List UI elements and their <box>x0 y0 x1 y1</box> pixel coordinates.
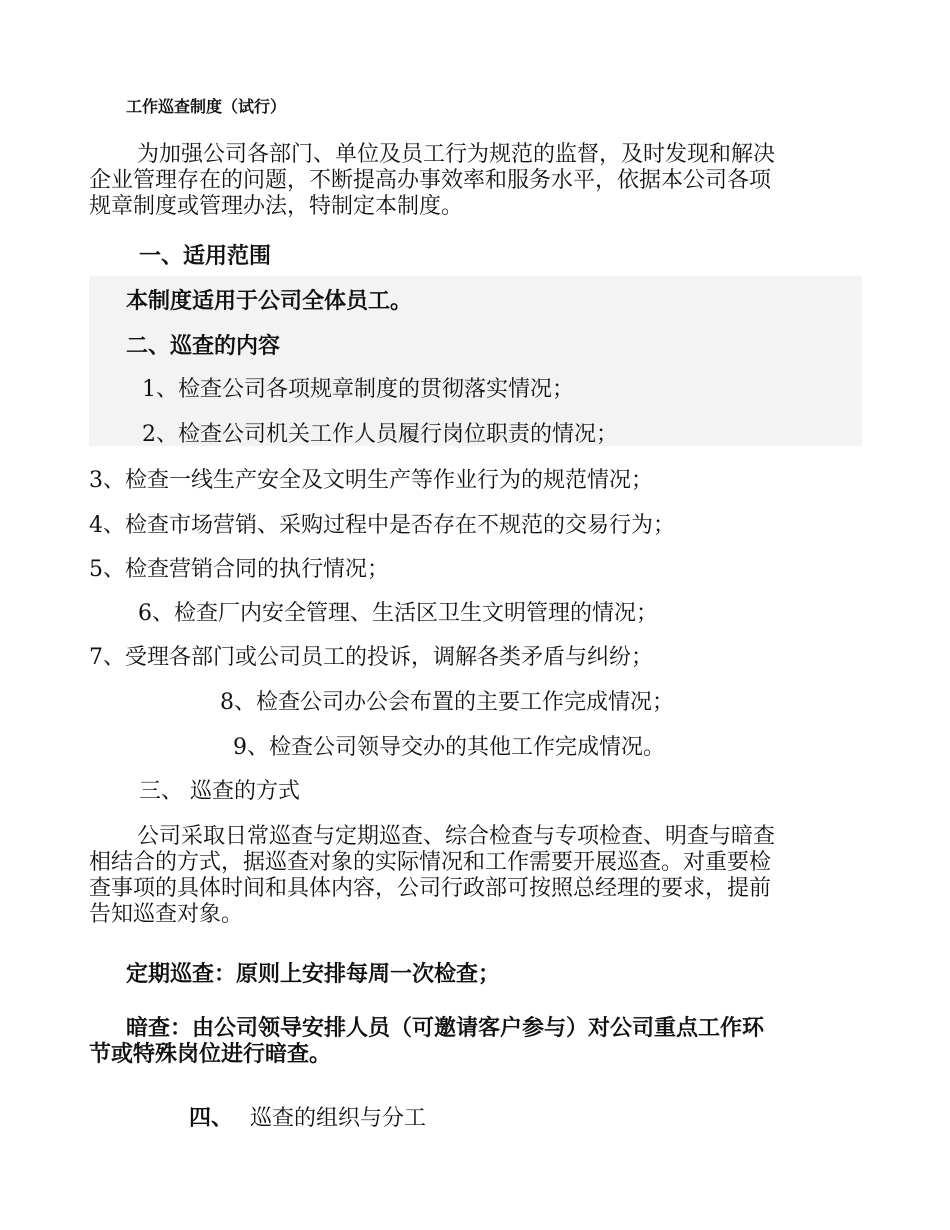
content-item: 6、检查厂内安全管理、生活区卫生文明管理的情况； <box>138 601 658 626</box>
content-item: 3、检查一线生产安全及文明生产等作业行为的规范情况； <box>89 468 653 493</box>
section2-heading: 二、巡查的内容 <box>126 334 281 359</box>
intro-line: 为加强公司各部门、单位及员工行为规范的监督，及时发现和解决 <box>137 142 776 167</box>
intro-line: 规章制度或管理办法，特制定本制度。 <box>89 194 464 219</box>
content-item: 4、检查市场营销、采购过程中是否存在不规范的交易行为； <box>89 513 675 538</box>
content-item: 2、检查公司机关工作人员履行岗位职责的情况； <box>142 422 618 447</box>
section3-heading: 三、 巡查的方式 <box>139 779 300 804</box>
content-item: 8、检查公司办公会布置的主要工作完成情况； <box>220 690 674 715</box>
intro-paragraph <box>89 142 861 220</box>
content-item: 1、检查公司各项规章制度的贯彻落实情况； <box>142 377 574 402</box>
intro-line: 企业管理存在的问题，不断提高办事效率和服务水平，依据本公司各项 <box>89 168 772 193</box>
content-item: 7、受理各部门或公司员工的投诉，调解各类矛盾与纠纷； <box>89 645 653 670</box>
method-line: 公司采取日常巡查与定期巡查、综合检查与专项检查、明查与暗查 <box>137 824 776 849</box>
method-line: 查事项的具体时间和具体内容，公司行政部可按照总经理的要求，提前 <box>89 876 772 901</box>
section1-heading: 一、适用范围 <box>139 244 272 269</box>
section1-body: 本制度适用于公司全体员工。 <box>126 289 413 314</box>
section4-number: 四、 <box>189 1106 234 1131</box>
method-line: 告知巡查对象。 <box>89 902 244 927</box>
content-item: 5、检查营销合同的执行情况； <box>89 557 389 582</box>
covert-line: 节或特殊岗位进行暗查。 <box>89 1042 332 1067</box>
covert-line: 暗查：由公司领导安排人员（可邀请客户参与）对公司重点工作环 <box>126 1016 765 1041</box>
regular-inspection: 定期巡查：原则上安排每周一次检查； <box>126 962 501 987</box>
covert-paragraph <box>89 1016 861 1068</box>
method-paragraph <box>89 824 861 928</box>
method-line: 相结合的方式，据巡查对象的实际情况和工作需要开展巡查。对重要检 <box>89 850 772 875</box>
document-title: 工作巡查制度（试行） <box>126 97 287 116</box>
section4-heading: 巡查的组织与分工 <box>250 1106 427 1131</box>
content-item: 9、检查公司领导交办的其他工作完成情况。 <box>233 735 665 760</box>
